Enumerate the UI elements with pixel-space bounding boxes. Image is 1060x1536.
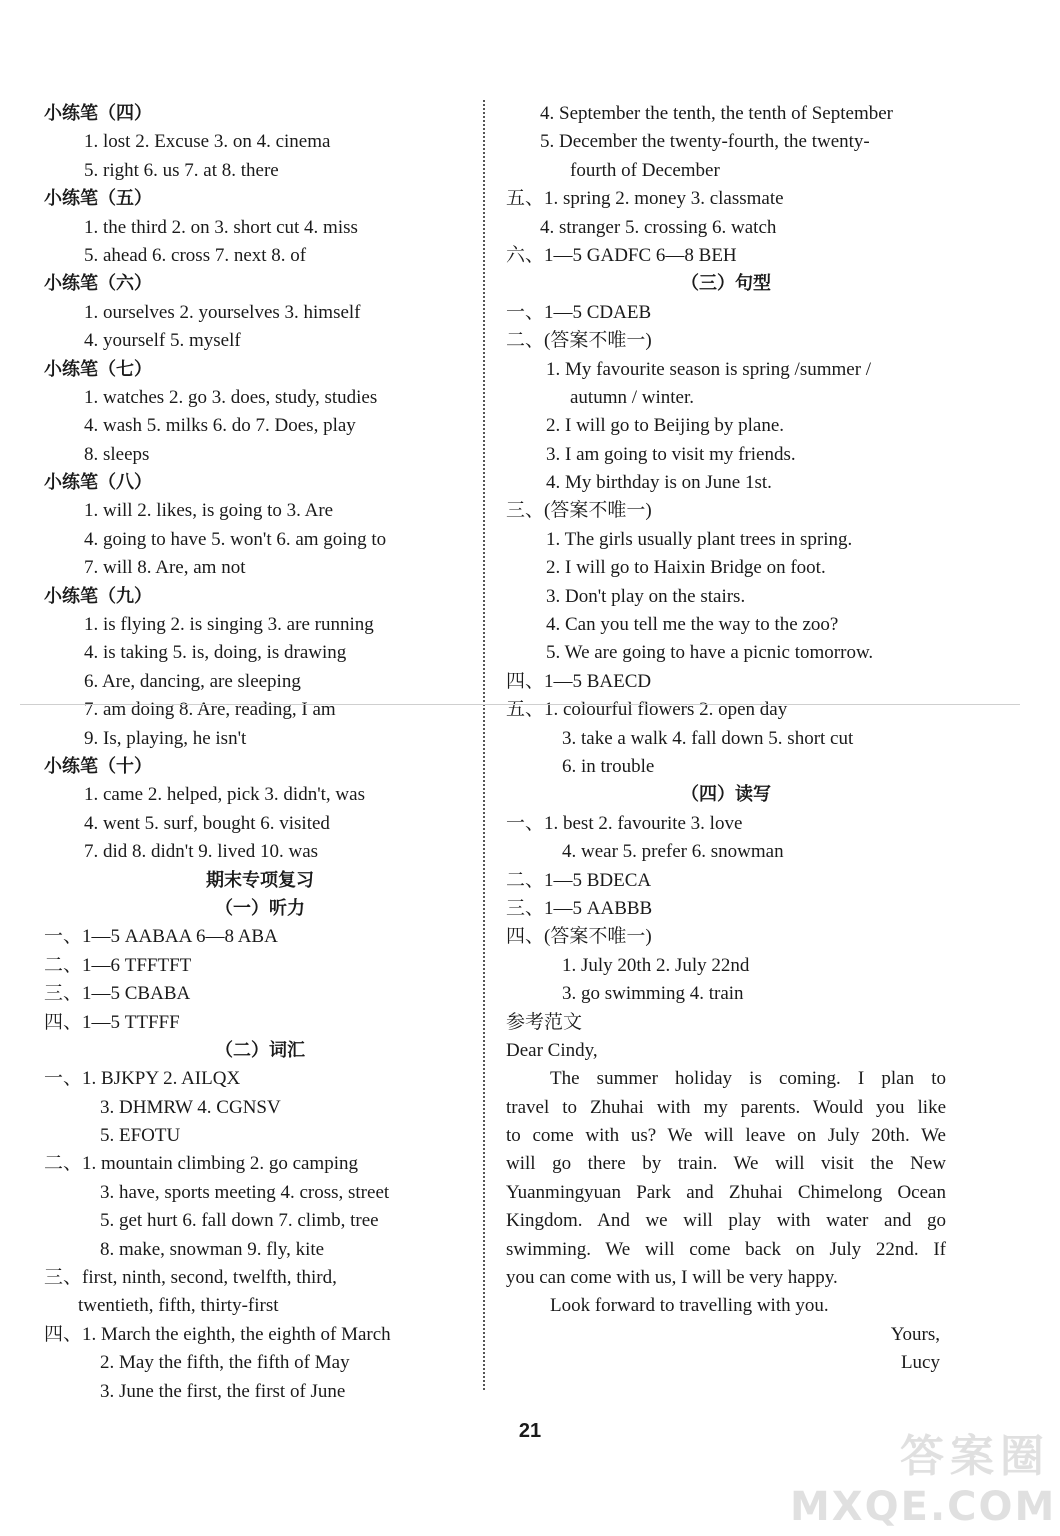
section-heading: 小练笔（八）: [44, 472, 152, 494]
answer-line: 六、1—5 GADFC 6—8 BEH: [506, 244, 737, 266]
answer-line: 1. lost 2. Excuse 3. on 4. cinema: [84, 131, 331, 153]
answer-line: 3. Don't play on the stairs.: [546, 585, 746, 607]
answer-line: 4. My birthday is on June 1st.: [546, 472, 772, 494]
answer-line: Kingdom. And we will play with water and go: [506, 1210, 946, 1232]
answer-line: 一、1. BJKPY 2. AILQX: [44, 1068, 241, 1090]
scan-artifact-line: [20, 704, 1020, 705]
section-title: （一）听力: [215, 897, 305, 919]
answer-line: 6. Are, dancing, are sleeping: [84, 670, 301, 692]
answer-line: 1. My favourite season is spring /summer /: [546, 358, 872, 380]
watermark-text-bottom: MXQE.COM: [790, 1484, 1057, 1530]
answer-line: travel to Zhuhai with my parents. Would you like: [506, 1096, 946, 1118]
answer-line: 4. stranger 5. crossing 6. watch: [540, 216, 777, 238]
answer-line: 一、1. best 2. favourite 3. love: [506, 812, 743, 834]
section-title: 期末专项复习: [206, 869, 314, 891]
answer-line: 3. DHMRW 4. CGNSV: [100, 1096, 281, 1118]
answer-line: 五、1. colourful flowers 2. open day: [506, 699, 788, 721]
answer-line: Dear Cindy,: [506, 1039, 598, 1061]
answer-line: 二、1—6 TFFTFT: [44, 954, 192, 976]
answer-line: 参考范文: [506, 1011, 583, 1033]
answer-line: will go there by train. We will visit the New: [506, 1153, 946, 1175]
answer-line: 1. came 2. helped, pick 3. didn't, was: [84, 784, 365, 806]
answer-line: The summer holiday is coming. I plan to: [550, 1068, 946, 1090]
answer-line: 4. wash 5. milks 6. do 7. Does, play: [84, 415, 356, 437]
section-heading: 小练笔（七）: [44, 358, 152, 380]
section-heading: 小练笔（九）: [44, 585, 152, 607]
answer-line: 2. I will go to Haixin Bridge on foot.: [546, 557, 826, 579]
answer-line: 五、1. spring 2. money 3. classmate: [506, 188, 784, 210]
answer-line: 4. is taking 5. is, doing, is drawing: [84, 642, 347, 664]
answer-line: 5. December the twenty-fourth, the twenty-: [540, 131, 870, 153]
answer-line: 三、(答案不唯一): [506, 500, 652, 522]
answer-line: 4. wear 5. prefer 6. snowman: [562, 841, 784, 863]
answer-line: 3. take a walk 4. fall down 5. short cut: [562, 727, 854, 749]
answer-line: 3. June the first, the first of June: [100, 1380, 346, 1402]
answer-line: 2. I will go to Beijing by plane.: [546, 415, 785, 437]
answer-line: 5. right 6. us 7. at 8. there: [84, 159, 279, 181]
section-heading: 小练笔（六）: [44, 273, 152, 295]
answer-line: 7. am doing 8. Are, reading, I am: [84, 699, 336, 721]
page-number: 21: [518, 1420, 542, 1442]
column-divider: [483, 100, 485, 1390]
answer-line: fourth of December: [570, 159, 720, 181]
answer-line: 二、1. mountain climbing 2. go camping: [44, 1153, 358, 1175]
answer-line: 7. did 8. didn't 9. lived 10. was: [84, 841, 319, 863]
answer-line: 8. sleeps: [84, 443, 150, 465]
answer-line: 5. get hurt 6. fall down 7. climb, tree: [100, 1210, 379, 1232]
answer-line: 7. will 8. Are, am not: [84, 557, 246, 579]
answer-line: 4. yourself 5. myself: [84, 330, 241, 352]
answer-line: 3. go swimming 4. train: [562, 983, 744, 1005]
answer-line: you can come with us, I will be very happy.: [506, 1267, 838, 1289]
answer-line: 二、1—5 BDECA: [506, 869, 652, 891]
section-title: （三）句型: [681, 273, 771, 295]
answer-line: 4. going to have 5. won't 6. am going to: [84, 528, 387, 550]
answer-line: 4. Can you tell me the way to the zoo?: [546, 614, 839, 636]
answer-line: 四、(答案不唯一): [506, 926, 652, 948]
section-heading: 小练笔（五）: [44, 188, 152, 210]
answer-line: 5. We are going to have a picnic tomorrow.: [546, 642, 874, 664]
answer-line: to come with us? We will leave on July 20th. We: [506, 1125, 946, 1147]
answer-line: Lucy: [900, 1352, 940, 1374]
answer-line: 1. the third 2. on 3. short cut 4. miss: [84, 216, 358, 238]
answer-line: 3. have, sports meeting 4. cross, street: [100, 1181, 390, 1203]
answer-line: 5. ahead 6. cross 7. next 8. of: [84, 244, 307, 266]
answer-line: 8. make, snowman 9. fly, kite: [100, 1238, 325, 1260]
watermark-logo: [790, 1420, 1057, 1530]
answer-line: 5. EFOTU: [100, 1125, 181, 1147]
answer-line: 1. The girls usually plant trees in spring.: [546, 528, 853, 550]
answer-line: 6. in trouble: [562, 755, 655, 777]
answer-line: Yuanmingyuan Park and Zhuhai Chimelong Ocean: [506, 1181, 946, 1203]
answer-line: 三、1—5 AABBB: [506, 897, 653, 919]
section-heading: 小练笔（四）: [44, 103, 152, 124]
answer-line: 三、first, ninth, second, twelfth, third,: [44, 1267, 337, 1289]
answer-line: Yours,: [890, 1323, 940, 1345]
answer-line: 1. will 2. likes, is going to 3. Are: [84, 500, 334, 522]
answer-line: twentieth, fifth, thirty-first: [78, 1295, 279, 1317]
section-heading: 小练笔（十）: [44, 755, 152, 777]
answer-line: 四、1—5 TTFFF: [44, 1011, 180, 1033]
answer-line: 二、(答案不唯一): [506, 330, 652, 352]
answer-line: 4. September the tenth, the tenth of September: [540, 103, 893, 124]
answer-line: 4. went 5. surf, bought 6. visited: [84, 812, 330, 834]
answer-line: Look forward to travelling with you.: [550, 1295, 829, 1317]
answer-line: 一、1—5 CDAEB: [506, 301, 652, 323]
answer-line: 一、1—5 AABAA 6—8 ABA: [44, 926, 278, 948]
answer-line: 3. I am going to visit my friends.: [546, 443, 796, 465]
left-column: [44, 100, 476, 1406]
answer-line: 1. July 20th 2. July 22nd: [562, 954, 750, 976]
answer-line: autumn / winter.: [570, 386, 695, 408]
right-column: [506, 100, 946, 1378]
section-title: （二）词汇: [215, 1039, 305, 1061]
answer-line: 2. May the fifth, the fifth of May: [100, 1352, 350, 1374]
answer-line: 四、1. March the eighth, the eighth of March: [44, 1323, 391, 1345]
answer-line: 1. watches 2. go 3. does, study, studies: [84, 386, 378, 408]
answer-line: 三、1—5 CBABA: [44, 983, 191, 1005]
answer-line: 四、1—5 BAECD: [506, 670, 652, 692]
answer-line: 1. is flying 2. is singing 3. are running: [84, 614, 374, 636]
section-title: （四）读写: [681, 784, 771, 806]
answer-line: swimming. We will come back on July 22nd. If: [506, 1238, 946, 1260]
answer-line: 9. Is, playing, he isn't: [84, 727, 247, 749]
answer-line: 1. ourselves 2. yourselves 3. himself: [84, 301, 361, 323]
watermark-text-top: 答案圈: [900, 1431, 1050, 1482]
